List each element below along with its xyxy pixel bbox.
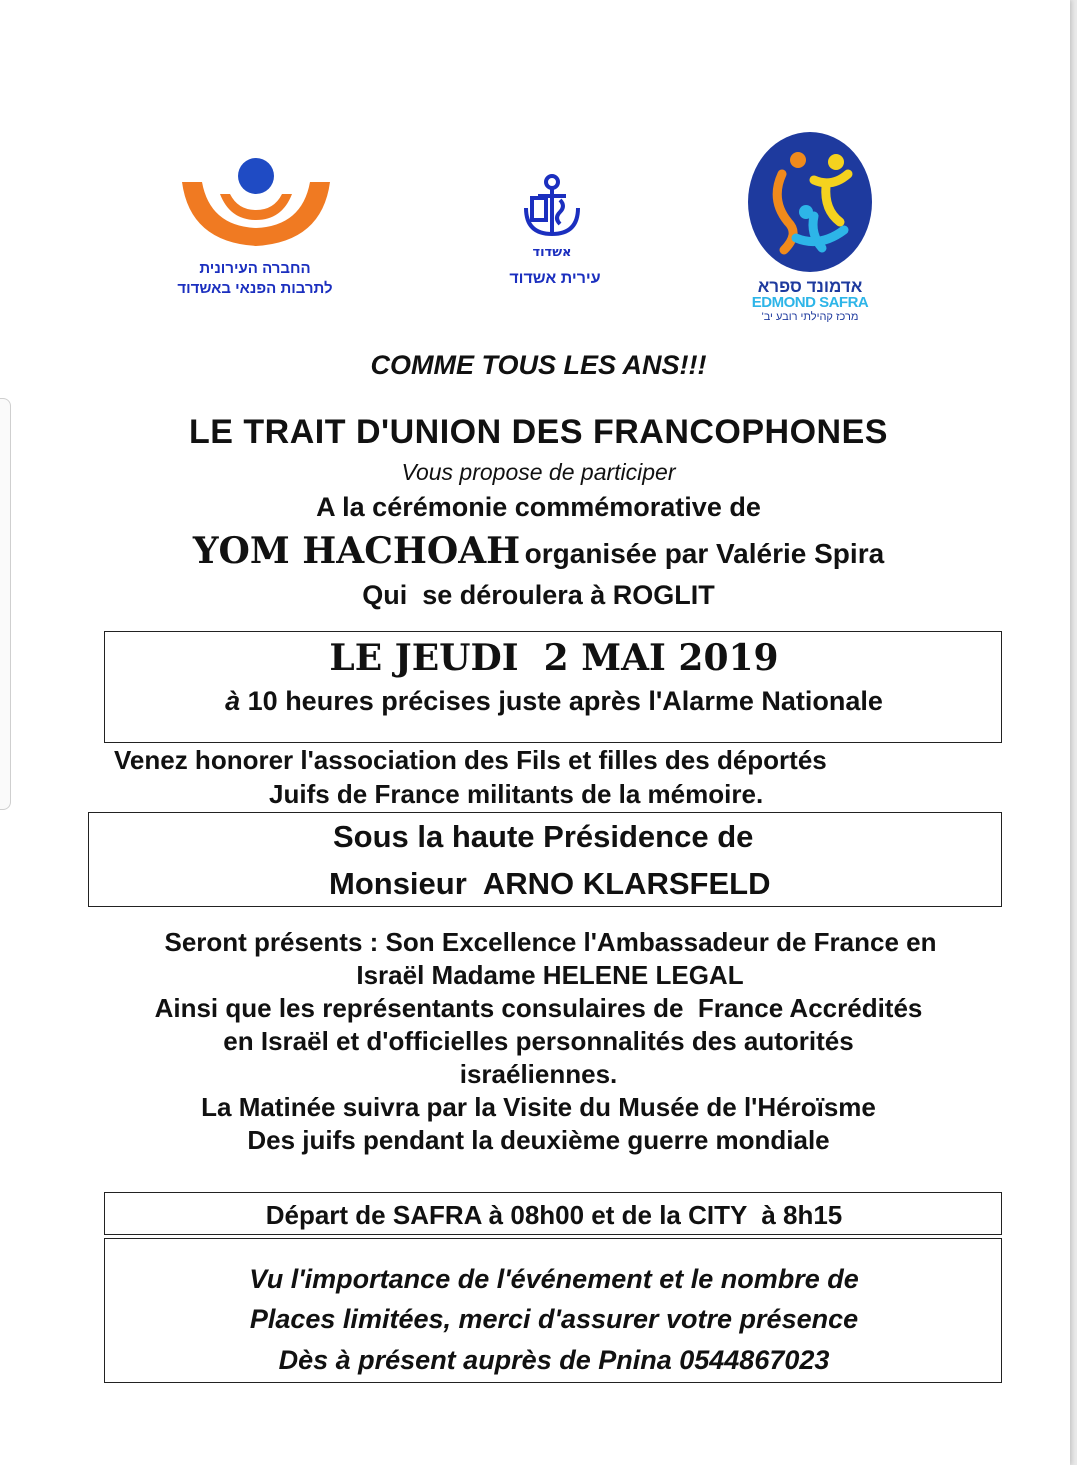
presidence-box (88, 812, 1002, 907)
time-prefix: à (225, 686, 241, 716)
event-line (0, 530, 1077, 572)
organization-title: LE TRAIT D'UNION DES FRANCOPHONES (189, 413, 888, 451)
event-name: YOM HACHOAH (192, 530, 521, 572)
arc-hebrew-text: אשדוד (532, 245, 572, 260)
presidence-line2: Monsieur ARNO KLARSFELD (329, 866, 771, 901)
tagline: COMME TOUS LES ANS!!! (370, 350, 707, 380)
honor-line2: Juifs de France militants de la mémoire. (269, 779, 764, 809)
rsvp-line: Dès à présent auprès de Pnina 0544867023 (278, 1345, 830, 1375)
safra-emblem-icon (740, 130, 880, 275)
attendees-line: Israël Madame HELENE LEGAL (356, 960, 744, 990)
attendees-line: en Israël et d'officielles personnalités des autorités (223, 1026, 854, 1056)
culture-company-name-line2: לתרבות הפנאי באשדוד (177, 280, 333, 297)
event-date: LE JEUDI 2 MAI 2019 (329, 637, 779, 679)
ashdod-municipality-logo (490, 170, 620, 300)
event-time-line (105, 686, 1003, 717)
attendees-line: israéliennes. (459, 1059, 618, 1089)
attendees-line: Ainsi que les représentants consulaires de France Accrédités (154, 993, 923, 1023)
rsvp-line: Vu l'importance de l'événement et le nombre de (249, 1264, 859, 1294)
attendees-line: Seront présents : Son Excellence l'Ambassadeur de France en (164, 927, 937, 957)
honor-line1: Venez honorer l'association des Fils et filles des déportés (114, 745, 827, 775)
edmond-safra-center-logo (740, 130, 880, 330)
ceremony-intro: A la cérémonie commémorative de (316, 492, 761, 522)
culture-company-emblem-icon (150, 150, 360, 260)
attendees-line: Des juifs pendant la deuxième guerre mondiale (247, 1125, 830, 1155)
location-text: Qui se déroulera à ROGLIT (362, 580, 715, 610)
date-box (104, 631, 1002, 743)
organizer-text: organisée par Valérie Spira (524, 538, 885, 569)
presidence-line1: Sous la haute Présidence de (333, 819, 754, 854)
safra-subtitle: מרכז קהילתי רובע יב' (761, 311, 859, 323)
event-time: 10 heures précises juste après l'Alarme Nationale (247, 686, 883, 716)
proposal-text: Vous propose de participer (401, 459, 676, 485)
rsvp-box (104, 1238, 1002, 1383)
municipality-caption: עירית אשדוד (509, 270, 601, 287)
attendees-line: La Matinée suivra par la Visite du Musée de l'Héroïsme (201, 1092, 876, 1122)
anchor-icon (490, 170, 620, 265)
culture-company-name-line1: החברה העירונית (199, 260, 311, 277)
side-panel-handle[interactable] (0, 398, 11, 810)
safra-hebrew-name: אדמונד ספרא (757, 277, 863, 296)
rsvp-line: Places limitées, merci d'assurer votre présence (249, 1304, 859, 1334)
departure-box (104, 1192, 1002, 1235)
safra-latin-name: EDMOND SAFRA (751, 294, 869, 311)
municipal-culture-company-logo (150, 150, 360, 300)
departure-text: Départ de SAFRA à 08h00 et de la CITY à 8h15 (265, 1200, 843, 1230)
